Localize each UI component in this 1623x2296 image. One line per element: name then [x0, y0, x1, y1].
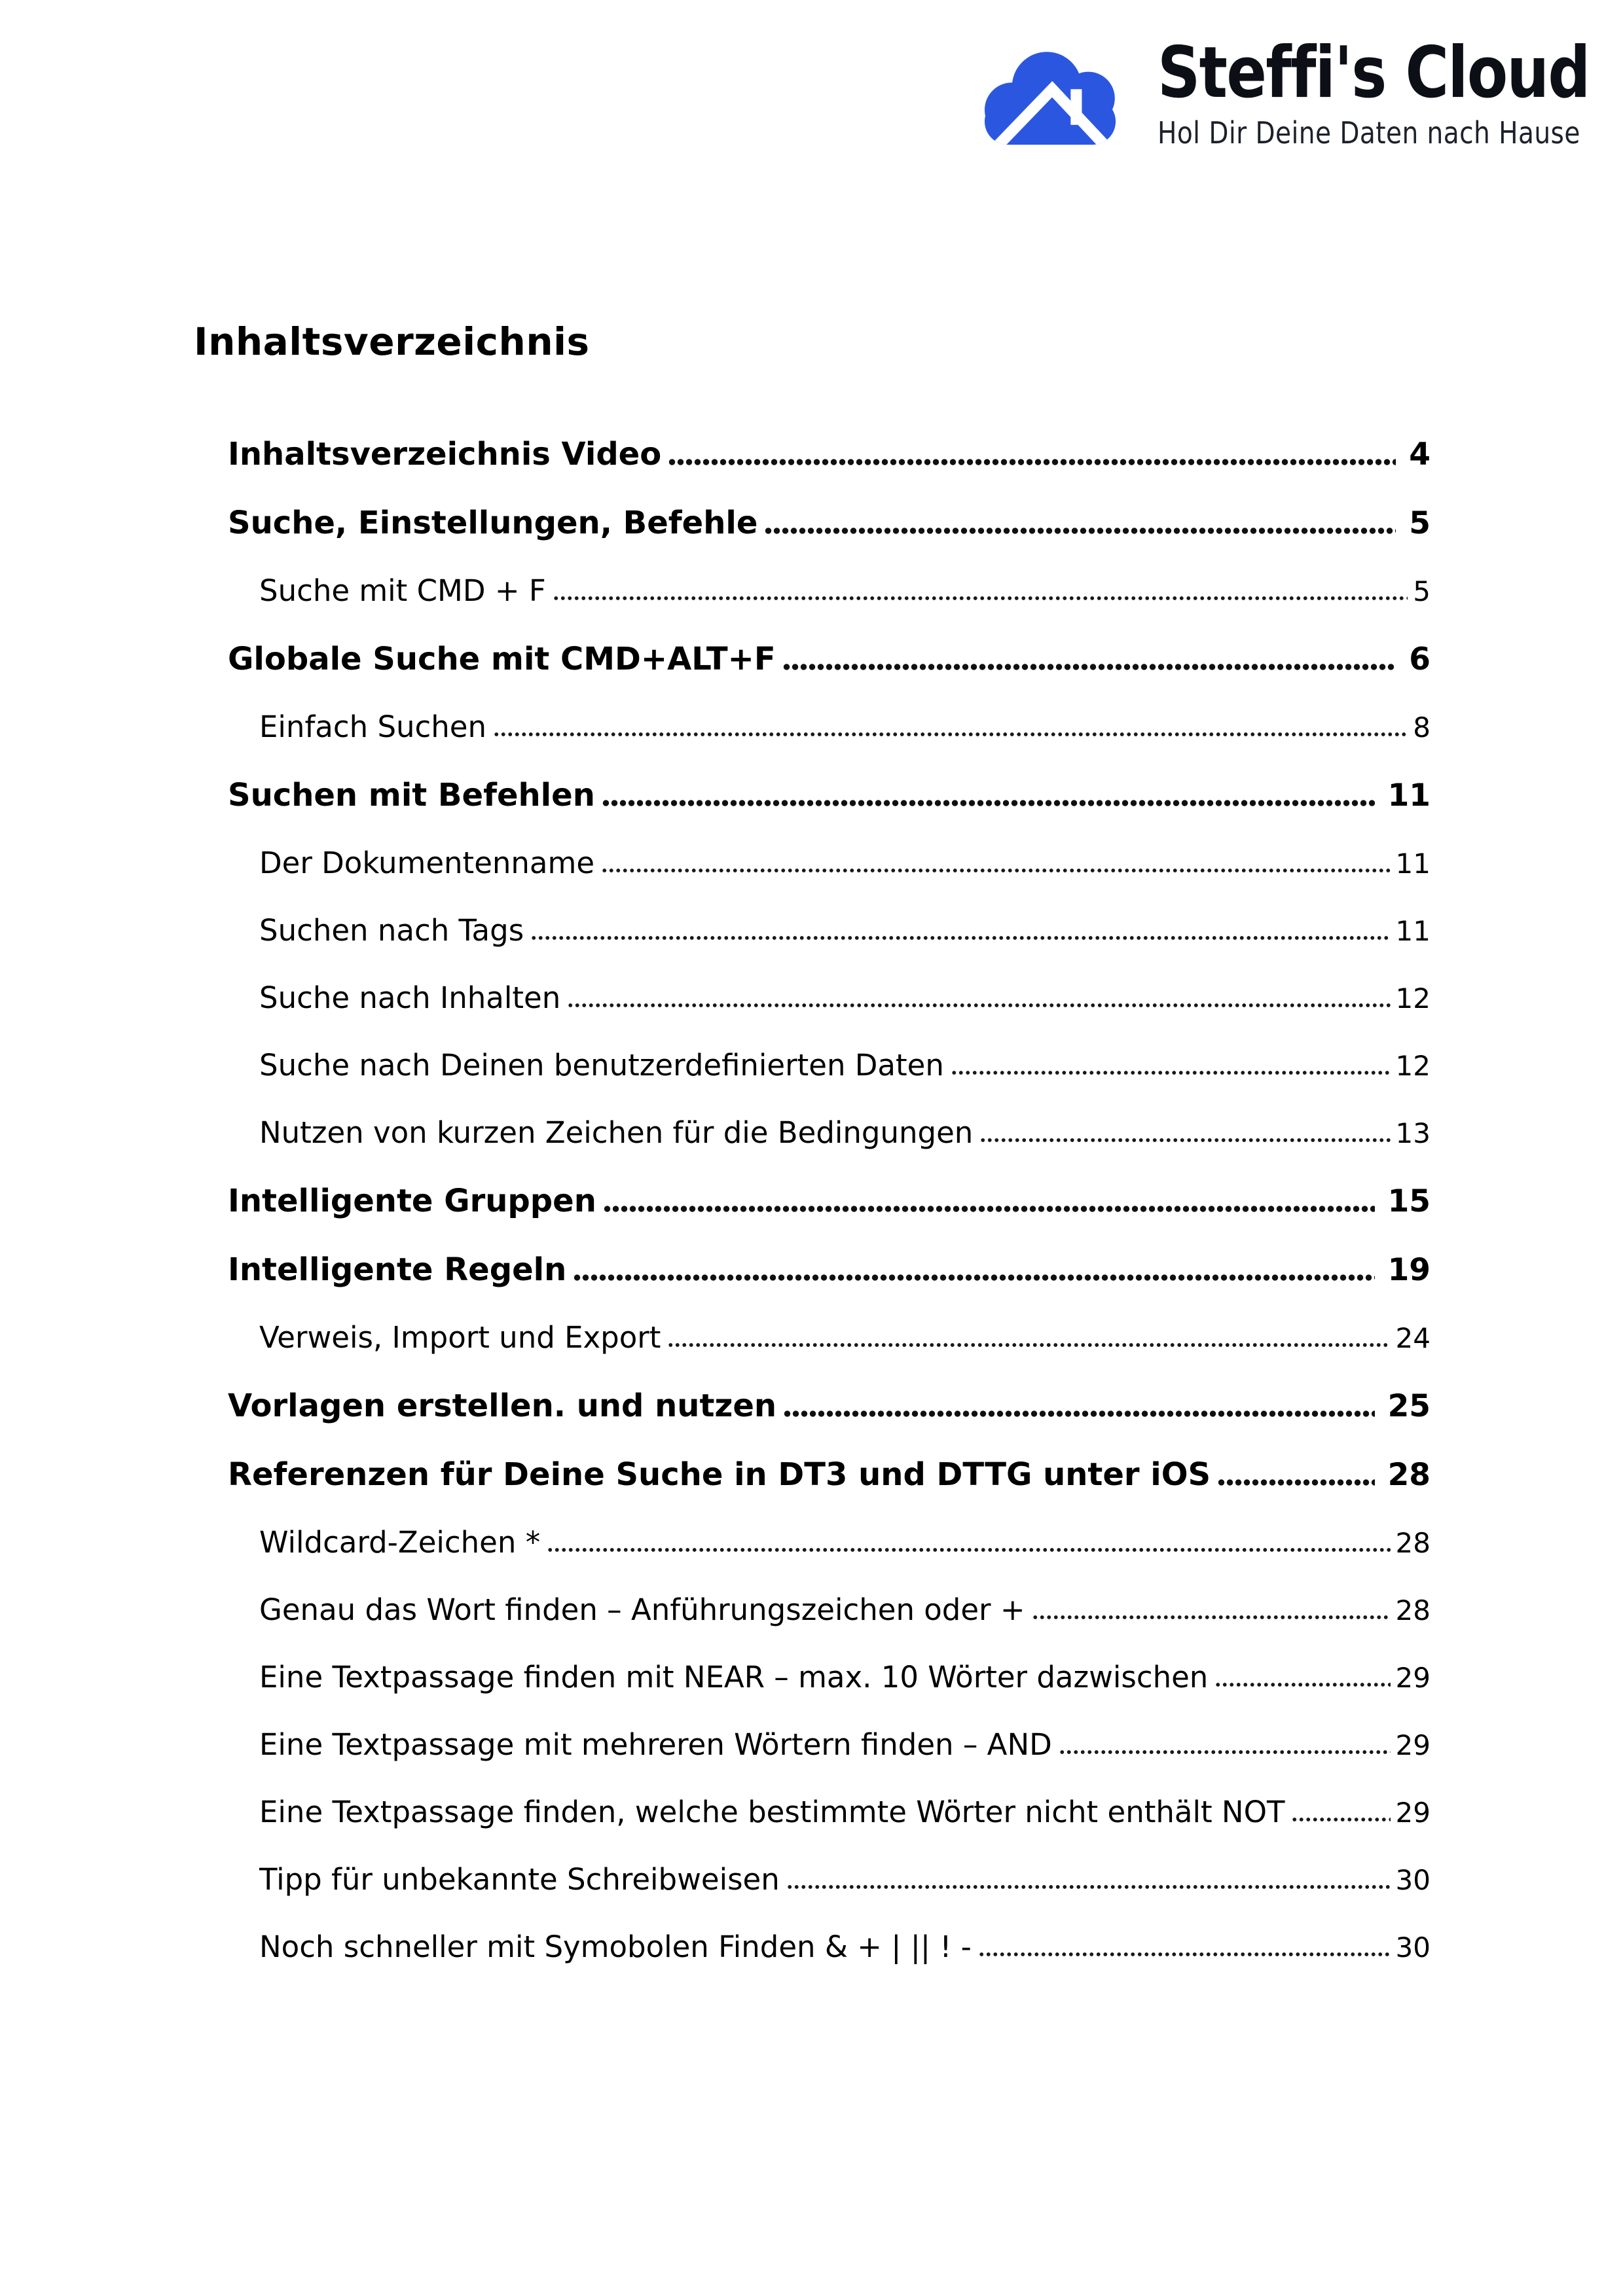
toc-entry-page: 28	[1395, 1594, 1431, 1626]
toc-entry-page: 11	[1395, 848, 1431, 880]
toc-entry-page: 19	[1387, 1252, 1431, 1288]
toc-entry[interactable]	[228, 708, 1431, 747]
toc-entry[interactable]	[228, 1524, 1431, 1562]
toc-entry[interactable]	[228, 1386, 1431, 1426]
toc-entry-label: Intelligente Gruppen	[228, 1183, 596, 1219]
toc-entry[interactable]	[228, 1455, 1431, 1495]
toc-entry[interactable]	[228, 1591, 1431, 1630]
toc-entry-page: 5	[1409, 505, 1431, 541]
toc-entry-page: 12	[1395, 1050, 1431, 1082]
toc-leader-dots	[783, 1409, 1375, 1418]
toc-entry[interactable]	[228, 1114, 1431, 1153]
toc-entry-page: 15	[1387, 1183, 1431, 1219]
toc-entry-page: 4	[1409, 437, 1431, 473]
toc-entry-label: Suchen mit Befehlen	[228, 777, 595, 814]
toc-entry-label: Suche, Einstellungen, Befehle	[228, 505, 758, 541]
toc-entry-label: Genau das Wort finden – Anführungszeichen oder +	[259, 1592, 1025, 1627]
toc-entry-label: Suchen nach Tags	[259, 913, 524, 948]
table-of-contents	[228, 435, 1431, 1996]
toc-entry[interactable]	[228, 844, 1431, 883]
toc-entry-label: Suche nach Inhalten	[259, 980, 561, 1015]
toc-entry[interactable]	[228, 1659, 1431, 1697]
toc-leader-dots	[493, 730, 1408, 739]
toc-entry-label: Eine Textpassage finden, welche bestimmte Wörter nicht enthält NOT	[259, 1795, 1285, 1829]
toc-entry[interactable]	[228, 1181, 1431, 1221]
toc-leader-dots	[667, 1340, 1390, 1350]
toc-entry[interactable]	[228, 1726, 1431, 1765]
toc-leader-dots	[1059, 1748, 1391, 1757]
toc-leader-dots	[979, 1136, 1390, 1145]
cloud-home-icon	[976, 38, 1125, 154]
toc-entry-page: 25	[1387, 1388, 1431, 1424]
toc-leader-dots	[764, 526, 1396, 535]
toc-entry[interactable]	[228, 572, 1431, 611]
toc-entry-page: 11	[1395, 915, 1431, 947]
brand-tagline: Hol Dir Deine Daten nach Hause	[1158, 115, 1580, 151]
toc-entry-page: 28	[1395, 1527, 1431, 1559]
toc-entry-label: Verweis, Import und Export	[259, 1320, 661, 1355]
toc-leader-dots	[782, 662, 1396, 672]
toc-entry-page: 28	[1387, 1457, 1431, 1493]
toc-leader-dots	[602, 798, 1375, 808]
toc-entry-label: Suche nach Deinen benutzerdefinierten Daten	[259, 1048, 944, 1083]
toc-entry[interactable]	[228, 1250, 1431, 1290]
toc-entry-label: Wildcard-Zeichen *	[259, 1525, 541, 1560]
toc-entry-label: Intelligente Regeln	[228, 1251, 567, 1288]
toc-entry-label: Suche mit CMD + F	[259, 573, 546, 608]
toc-entry[interactable]	[228, 1928, 1431, 1967]
toc-entry[interactable]	[228, 639, 1431, 679]
toc-entry-label: Einfach Suchen	[259, 709, 486, 744]
toc-entry-label: Eine Textpassage finden mit NEAR – max. 10 Wörter dazwischen	[259, 1660, 1209, 1695]
toc-leader-dots	[573, 1273, 1374, 1282]
toc-leader-dots	[978, 1950, 1391, 1959]
toc-entry[interactable]	[228, 776, 1431, 816]
logo	[976, 32, 1623, 154]
toc-entry-page: 29	[1395, 1662, 1431, 1694]
toc-leader-dots	[601, 866, 1391, 875]
toc-entry-label: Nutzen von kurzen Zeichen für die Bedingungen	[259, 1115, 974, 1150]
toc-leader-dots	[1217, 1478, 1374, 1487]
toc-entry-label: Globale Suche mit CMD+ALT+F	[228, 641, 776, 677]
toc-entry-page: 11	[1387, 778, 1431, 814]
toc-entry-label: Referenzen für Deine Suche in DT3 und DTTG unter iOS	[228, 1456, 1211, 1493]
toc-entry-page: 6	[1409, 641, 1431, 677]
toc-entry-page: 29	[1395, 1729, 1431, 1761]
brand-name: Steffi's Cloud	[1158, 32, 1590, 114]
toc-entry[interactable]	[228, 912, 1431, 950]
logo-text	[1158, 32, 1623, 151]
toc-entry-page: 24	[1395, 1322, 1431, 1354]
page-title: Inhaltsverzeichnis	[194, 319, 590, 364]
toc-entry-page: 29	[1395, 1797, 1431, 1829]
toc-entry-label: Inhaltsverzeichnis Video	[228, 436, 662, 473]
toc-leader-dots	[1032, 1613, 1391, 1622]
toc-entry-page: 5	[1413, 575, 1431, 607]
toc-entry[interactable]	[228, 435, 1431, 475]
toc-entry-label: Vorlagen erstellen. und nutzen	[228, 1388, 777, 1424]
toc-leader-dots	[668, 457, 1396, 467]
toc-entry-label: Noch schneller mit Symobolen Finden & + | || ! -	[259, 1929, 972, 1964]
toc-entry-label: Der Dokumentenname	[259, 846, 595, 880]
toc-entry-page: 8	[1413, 711, 1431, 744]
toc-entry[interactable]	[228, 979, 1431, 1018]
toc-entry[interactable]	[228, 503, 1431, 543]
toc-leader-dots	[786, 1882, 1391, 1892]
toc-entry-page: 30	[1395, 1931, 1431, 1964]
toc-entry-page: 13	[1395, 1117, 1431, 1149]
toc-leader-dots	[1214, 1680, 1390, 1689]
toc-entry-label: Eine Textpassage mit mehreren Wörtern finden – AND	[259, 1727, 1052, 1762]
toc-leader-dots	[567, 1001, 1390, 1010]
toc-entry[interactable]	[228, 1861, 1431, 1899]
toc-entry[interactable]	[228, 1047, 1431, 1085]
toc-entry-page: 12	[1395, 982, 1431, 1014]
toc-leader-dots	[530, 933, 1390, 942]
toc-leader-dots	[1291, 1815, 1390, 1824]
toc-leader-dots	[603, 1204, 1375, 1213]
toc-leader-dots	[951, 1068, 1391, 1077]
toc-leader-dots	[547, 1545, 1390, 1554]
toc-entry-page: 30	[1395, 1864, 1431, 1896]
toc-leader-dots	[553, 594, 1408, 603]
toc-entry[interactable]	[228, 1319, 1431, 1357]
toc-entry[interactable]	[228, 1793, 1431, 1832]
toc-entry-label: Tipp für unbekannte Schreibweisen	[259, 1862, 780, 1897]
